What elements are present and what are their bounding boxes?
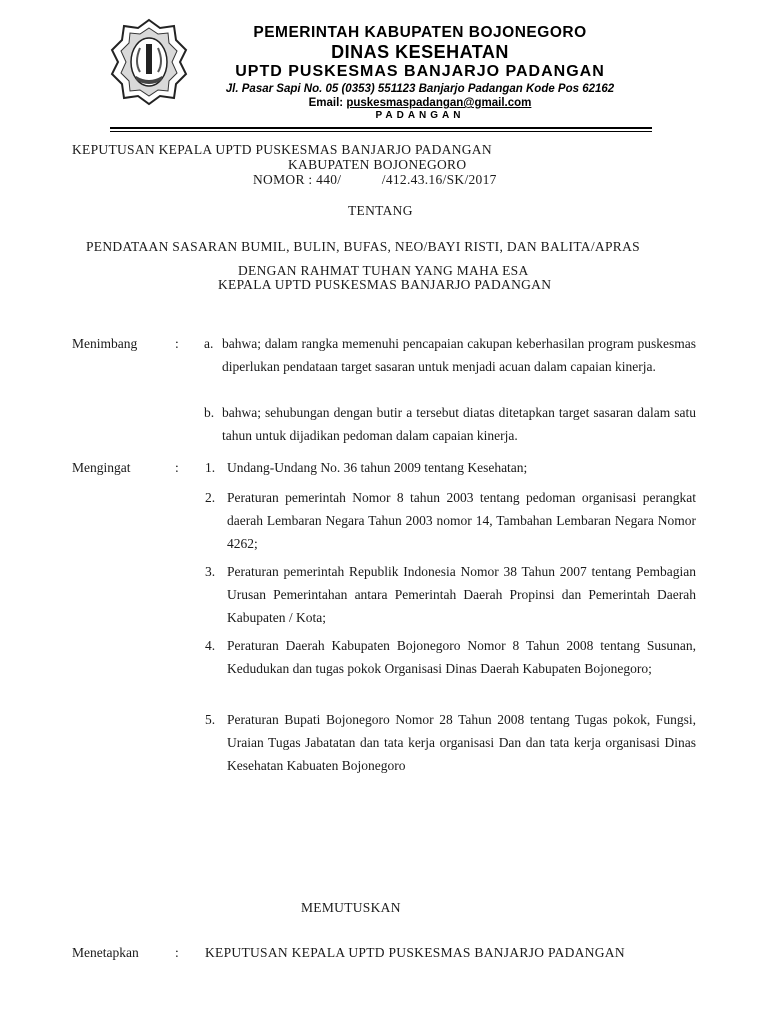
mengingat-item-3: Peraturan pemerintah Republik Indonesia Nomor 38 Tahun 2007 tentang Pembagian Urusan Pemerintahan antara Pemerintah Daerah Propinsi dan Pemerintah Daerah Kabupaten / Kota; [227,564,696,625]
menimbang-item-b: bahwa; sehubungan dengan butir a tersebut diatas ditetapkan target sasaran dalam satu tahun untuk dijadikan pedoman dalam capaian kinerja. [222,405,696,443]
letterhead-address: Jl. Pasar Sapi No. 05 (0353) 551123 Banjarjo Padangan Kode Pos 62162 [225,83,615,95]
mengingat-marker-1: 1. [205,460,216,475]
letterhead-rule-thick [110,127,652,129]
menimbang-item-a: bahwa; dalam rangka memenuhi pencapaian cakupan keberhasilan program puskesmas diperlukan pendataan target sasaran untuk menjadi acuan dalam capaian kinerja. [222,336,696,374]
email-label: Email: [308,97,347,109]
letterhead-unit: UPTD PUSKESMAS BANJARJO PADANGAN [235,63,605,80]
mengingat-marker-2: 2. [205,490,216,505]
letterhead-agency: DINAS KESEHATAN [331,42,509,62]
menimbang-marker-a: a. [204,336,214,351]
decree-number: NOMOR : 440/ /412.43.16/SK/2017 [253,172,497,187]
mengingat-item-1: Undang-Undang No. 36 tahun 2009 tentang Kesehatan; [227,460,528,475]
decree-tentang: TENTANG [348,203,413,218]
decree-title: KEPUTUSAN KEPALA UPTD PUSKESMAS BANJARJO PADANGAN [72,142,492,157]
mengingat-marker-3: 3. [205,564,216,579]
letterhead-email-line [190,96,650,110]
decree-official: KEPALA UPTD PUSKESMAS BANJARJO PADANGAN [218,277,552,292]
menetapkan-label: Menetapkan [72,945,139,960]
decree-subject: PENDATAAN SASARAN BUMIL, BULIN, BUFAS, NEO/BAYI RISTI, DAN BALITA/APRAS [86,239,640,254]
email-link[interactable]: puskesmaspadangan@gmail.com [346,97,532,109]
decree-regency: KABUPATEN BOJONEGORO [288,157,467,172]
letterhead-government: PEMERINTAH KABUPATEN BOJONEGORO [253,24,587,41]
mengingat-item-5: Peraturan Bupati Bojonegoro Nomor 28 Tahun 2008 tentang Tugas pokok, Fungsi, Uraian Tugas Jabatatan dan tata kerja organisasi Dan dan tata kerja organisasi Dinas Kesehatan Kabuaten Bojonegoro [227,712,696,773]
letterhead [190,24,650,122]
menimbang-label: Menimbang [72,336,138,351]
mengingat-label: Mengingat [72,460,131,475]
menimbang-colon: : [175,336,179,351]
letterhead-rule-thin [110,131,652,132]
letterhead-city: PADANGAN [375,110,465,121]
menetapkan-text: KEPUTUSAN KEPALA UPTD PUSKESMAS BANJARJO PADANGAN [205,945,625,960]
menetapkan-colon: : [175,945,179,960]
mengingat-marker-4: 4. [205,638,216,653]
mengingat-item-4: Peraturan Daerah Kabupaten Bojonegoro Nomor 8 Tahun 2008 tentang Susunan, Kedudukan dan tugas pokok Organisasi Dinas Daerah Kabupaten Bojonegoro; [227,638,696,676]
mengingat-colon: : [175,460,179,475]
mengingat-item-2: Peraturan pemerintah Nomor 8 tahun 2003 tentang pedoman organisasi perangkat daerah Lembaran Negara Tahun 2003 nomor 14, Tambahan Lembaran Negara Nomor 4262; [227,490,696,551]
decree-grace: DENGAN RAHMAT TUHAN YANG MAHA ESA [238,263,529,278]
memutuskan-heading: MEMUTUSKAN [301,900,401,915]
mengingat-marker-5: 5. [205,712,216,727]
bojonegoro-regency-seal-icon [110,18,188,106]
menimbang-marker-b: b. [204,405,215,420]
